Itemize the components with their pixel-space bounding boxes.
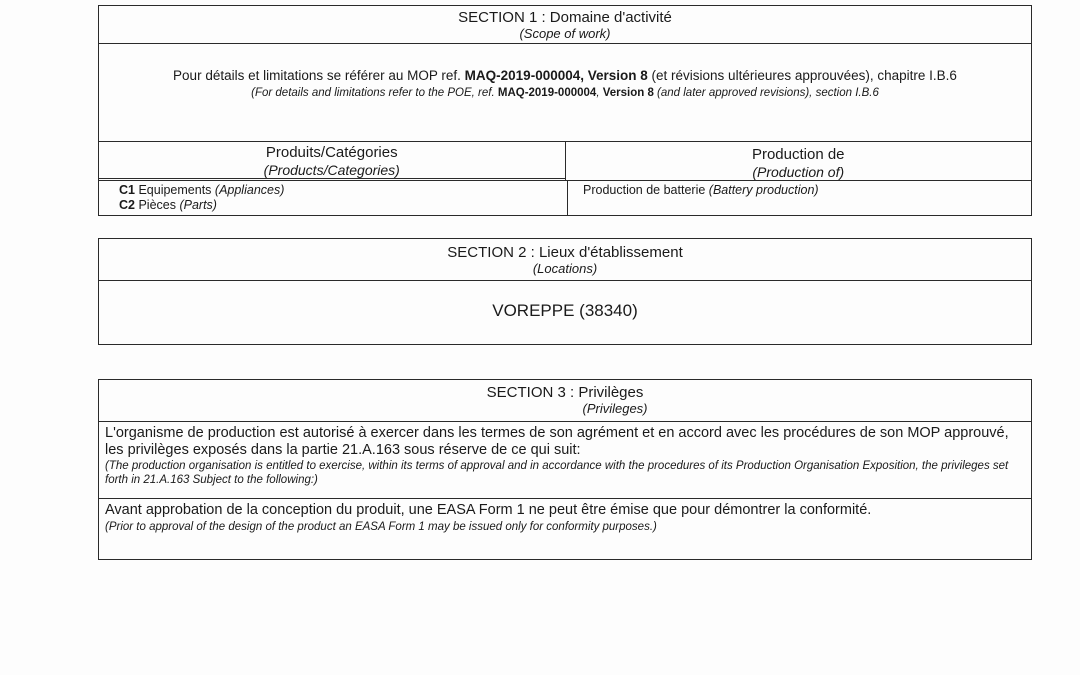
section2-header <box>99 239 1031 281</box>
location-text: VOREPPE (38340) <box>492 301 638 320</box>
section1-content-row <box>99 181 1031 215</box>
production-label-en: (Battery production) <box>708 183 819 197</box>
section3-title-en: (Privileges) <box>582 401 648 416</box>
category-item-c2 <box>119 198 567 213</box>
section2-title-en: (Locations) <box>532 261 598 276</box>
col1-header-cell <box>99 142 566 180</box>
ref-en-suffix: (and later approved revisions), section I.B.6 <box>653 87 879 99</box>
col1-header: Produits/Catégories <box>265 144 398 161</box>
ref-code: MAQ-2019-000004, Version 8 <box>464 68 648 83</box>
category-code: C2 <box>119 198 135 212</box>
col2-header-en: (Production of) <box>566 164 1032 181</box>
production-cell <box>568 181 1031 215</box>
ref-en-code: MAQ-2019-000004 <box>497 87 597 99</box>
category-code: C1 <box>119 183 135 197</box>
category-item-c1 <box>119 183 567 198</box>
conformity-text-en: (Prior to approval of the design of the product an EASA Form 1 may be issued only for conformity purposes.) <box>105 520 657 533</box>
section3-privileges-row <box>99 422 1031 499</box>
section2-box <box>98 238 1032 345</box>
section1-ref-en <box>105 86 1025 100</box>
privileges-text: L'organisme de production est autorisé à exercer dans les termes de son agrément et en accord avec les procédures de son MOP approuvé, les privilèges exposés dans la partie 21.A.163 sous réserve de ce qui suit: <box>105 425 1009 458</box>
production-item <box>583 183 1031 198</box>
section1-ref-fr <box>105 68 1025 84</box>
section2-location-row <box>99 281 1031 344</box>
ref-suffix: (et révisions ultérieures approuvées), chapitre I.B.6 <box>647 68 957 83</box>
ref-en-version: Version 8 <box>602 87 654 99</box>
category-label: Pièces <box>134 198 180 212</box>
category-label-en: (Parts) <box>179 198 217 212</box>
ref-prefix: Pour détails et limitations se référer au MOP ref. <box>173 68 465 83</box>
section1-title: SECTION 1 : Domaine d'activité <box>458 9 672 26</box>
category-label-en: (Appliances) <box>214 183 285 197</box>
col2-header-cell <box>566 142 1032 180</box>
section3-box <box>98 379 1032 560</box>
production-label: Production de batterie <box>583 183 709 197</box>
category-label: Equipements <box>134 183 215 197</box>
section1-reference <box>99 44 1031 142</box>
section3-conformity-row <box>99 499 1031 559</box>
section1-box <box>98 5 1032 216</box>
section1-col-headers <box>99 142 1031 181</box>
section1-title-en: (Scope of work) <box>519 26 611 41</box>
ref-en-mid: , <box>596 87 603 99</box>
section2-title: SECTION 2 : Lieux d'établissement <box>447 244 683 261</box>
privileges-text-en: (The production organisation is entitled to exercise, within its terms of approval and in accordance with the procedures of its Production Organisation Exposition, the privileges set forth in 21.A.163 Subject to the following:) <box>105 460 1009 486</box>
categories-cell <box>99 181 568 215</box>
conformity-text: Avant approbation de la conception du produit, une EASA Form 1 ne peut être émise que pour démontrer la conformité. <box>105 502 872 518</box>
section3-header <box>99 380 1031 422</box>
section3-title: SECTION 3 : Privilèges <box>486 384 644 401</box>
col1-header-en: (Products/Categories) <box>99 162 565 179</box>
ref-en-prefix: (For details and limitations refer to the POE, ref. <box>251 87 498 99</box>
section1-header <box>99 6 1031 44</box>
col2-header: Production de <box>751 146 845 163</box>
